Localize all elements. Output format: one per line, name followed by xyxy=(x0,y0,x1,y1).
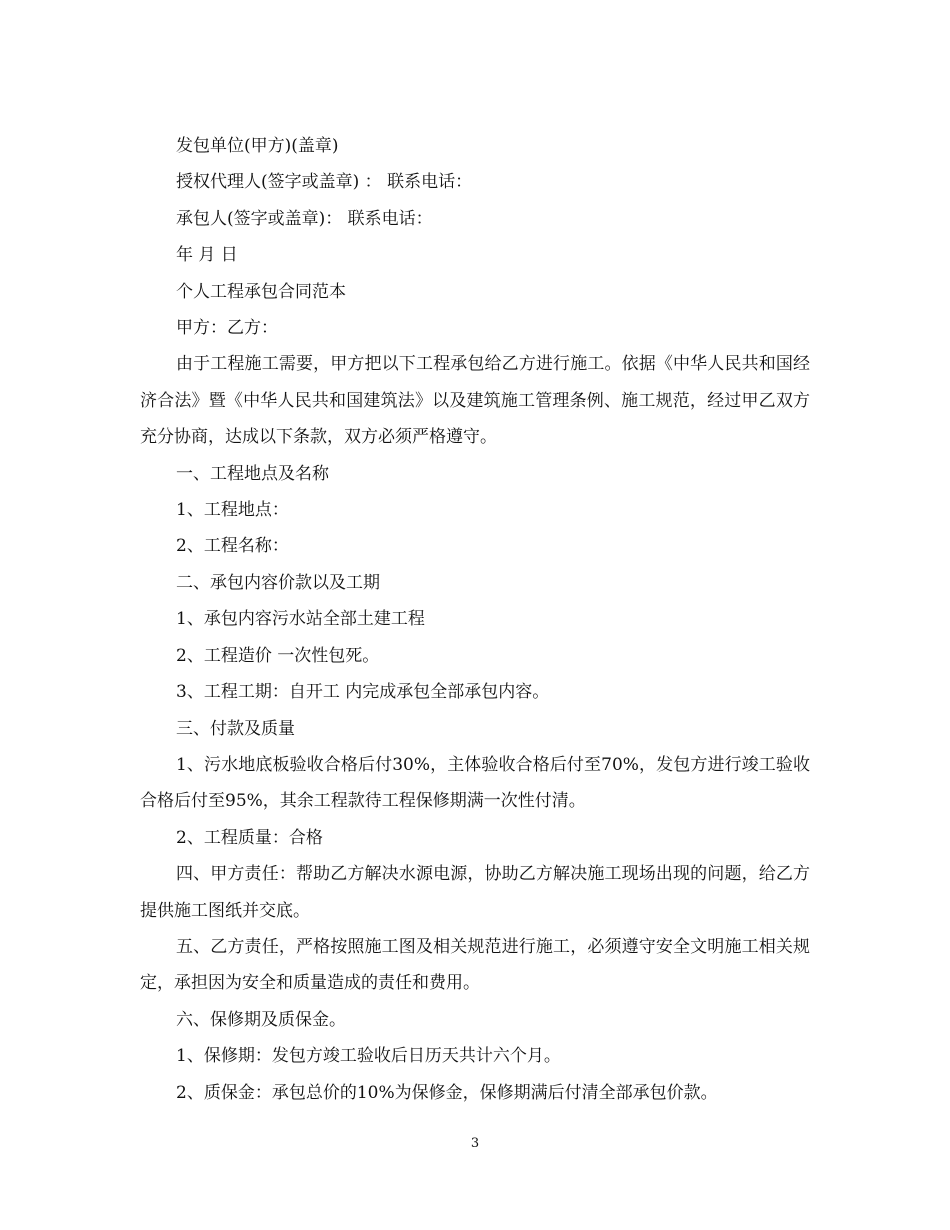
party-a-duties: 四、甲方责任：帮助乙方解决水源电源，协助乙方解决施工现场出现的问题，给乙方提供施工图纸并交底。 xyxy=(140,864,810,921)
contractor-signature-line: 承包人(签字或盖章)： 联系电话： xyxy=(176,208,433,229)
payment-terms-item: 1、污水地底板验收合格后付30%，主体验收合格后付至70%，发包方进行竣工验收合格后付至95%，其余工程款待工程保修期满一次性付清。 xyxy=(140,754,810,812)
project-location-item: 1、工程地点： xyxy=(176,500,289,521)
date-line: 年 月 日 xyxy=(176,245,238,266)
section-heading-location: 一、工程地点及名称 xyxy=(176,463,329,484)
preamble-paragraph: 由于工程施工需要，甲方把以下工程承包给乙方进行施工。依据《中华人民共和国经济合法》暨《中华人民共和国建筑法》以及建筑施工管理条例、施工规范，经过甲乙双方充分协商，达成以下条款，双方必须严格遵守。 xyxy=(140,354,810,448)
warranty-period-item: 1、保修期：发包方竣工验收后日历天共计六个月。 xyxy=(176,1046,561,1067)
schedule-item: 3、工程工期：自开工 内完成承包全部承包内容。 xyxy=(176,682,550,703)
project-name-item: 2、工程名称： xyxy=(176,536,289,557)
section-heading-warranty: 六、保修期及质保金。 xyxy=(176,1009,346,1030)
section-heading-scope: 二、承包内容价款以及工期 xyxy=(176,572,380,593)
authorized-agent-line: 授权代理人(签字或盖章) ： 联系电话： xyxy=(176,172,473,193)
quality-item: 2、工程质量：合格 xyxy=(176,827,323,848)
cost-item: 2、工程造价 一次性包死。 xyxy=(176,645,380,666)
party-b-duties: 五、乙方责任，严格按照施工图及相关规范进行施工，必须遵守安全文明施工相关规定，承担因为安全和质量造成的责任和费用。 xyxy=(140,936,810,994)
document-body xyxy=(140,128,810,1111)
contract-title: 个人工程承包合同范本 xyxy=(176,281,346,302)
page-number: 3 xyxy=(470,1136,480,1151)
retention-money-item: 2、质保金：承包总价的10%为保修金，保修期满后付清全部承包价款。 xyxy=(176,1082,718,1103)
parties-line: 甲方：乙方： xyxy=(176,318,278,339)
section-heading-payment: 三、付款及质量 xyxy=(176,718,295,739)
scope-item: 1、承包内容污水站全部土建工程 xyxy=(176,609,425,630)
client-signature-line: 发包单位(甲方)(盖章) xyxy=(176,136,339,156)
